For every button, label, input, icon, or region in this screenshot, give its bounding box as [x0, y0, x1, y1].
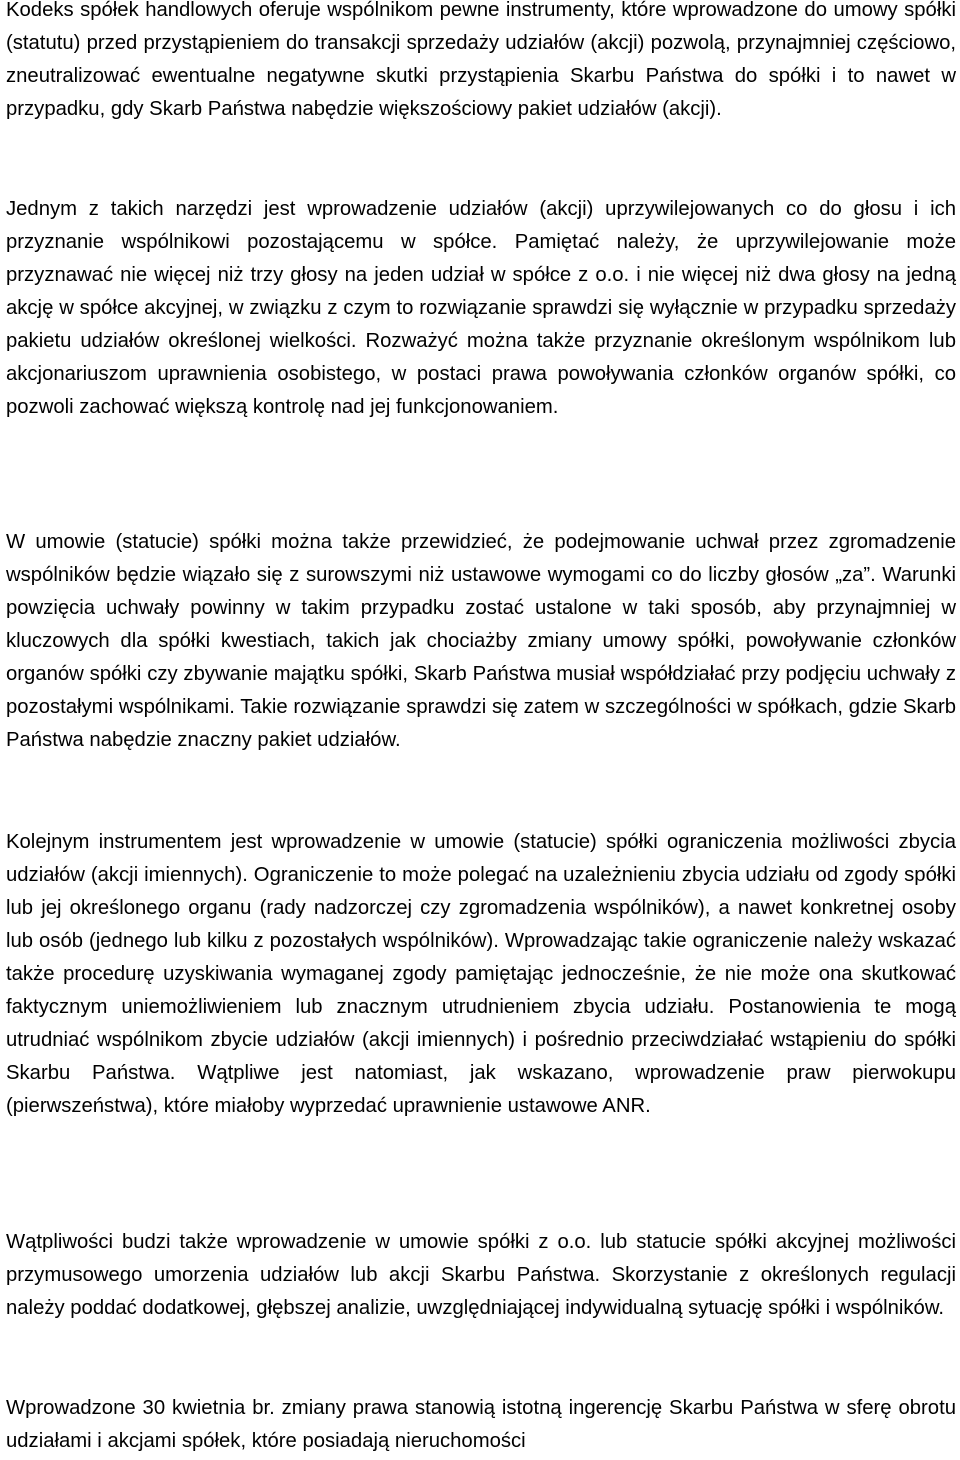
paragraph-1: Kodeks spółek handlowych oferuje wspólnikom pewne instrumenty, które wprowadzone do umowy spółki (statutu) przed przystąpieniem do transakcji sprzedaży udziałów (akcji) pozwolą, przynajmniej częściowo, zneutralizować ewentualne negatywne skutki przystąpienia Skarbu Państwa do spółki i to nawet w przypadku, gdy Skarb Państwa nabędzie większościowy pakiet udziałów (akcji).: [6, 0, 956, 120]
paragraph-6: Wprowadzone 30 kwietnia br. zmiany prawa stanowią istotną ingerencję Skarbu Państwa w sferę obrotu udziałami i akcjami spółek, które posiadają nieruchomości: [6, 1397, 956, 1452]
paragraph-3: W umowie (statucie) spółki można także przewidzieć, że podejmowanie uchwał przez zgromadzenie wspólników będzie wiązało się z surowszymi niż ustawowe wymogami co do liczby głosów „za”. Warunki powzięcia uchwały powinny w takim przypadku zostać ustalone w taki sposób, aby przynajmniej w kluczowych dla spółki kwestiach, takich jak chociażby zmiany umowy spółki, powoływanie członków organów spółki czy zbywanie majątku spółki, Skarb Państwa musiał współdziałać przy podjęciu uchwały z pozostałymi wspólnikami. Takie rozwiązanie sprawdzi się zatem w szczególności w spółkach, gdzie Skarb Państwa nabędzie znaczny pakiet udziałów.: [6, 531, 956, 751]
paragraph-4: Kolejnym instrumentem jest wprowadzenie w umowie (statucie) spółki ograniczenia możliwości zbycia udziałów (akcji imiennych). Ograniczenie to może polegać na uzależnieniu zbycia udziału od zgody spółki lub jej określonego organu (rady nadzorczej czy zgromadzenia wspólników), a nawet konkretnej osoby lub osób (jednego lub kilku z pozostałych wspólników). Wprowadzając takie ograniczenie należy wskazać także procedurę uzyskiwania wymaganej zgody pamiętając jednocześnie, że nie może ona skutkować faktycznym uniemożliwieniem lub znacznym utrudnieniem zbycia udziału. Postanowienia te mogą utrudniać wspólnikom zbycie udziałów (akcji imiennych) i pośrednio przeciwdziałać wstąpieniu do spółki Skarbu Państwa. Wątpliwe jest natomiast, jak wskazano, wprowadzenie praw pierwokupu (pierwszeństwa), które miałoby wyprzedać uprawnienie ustawowe ANR.: [6, 831, 956, 1117]
paragraph-2: Jednym z takich narzędzi jest wprowadzenie udziałów (akcji) uprzywilejowanych co do głosu i ich przyznanie wspólnikowi pozostającemu w spółce. Pamiętać należy, że uprzywilejowanie może przyznawać nie więcej niż trzy głosy na jeden udział w spółce z o.o. i nie więcej niż dwa głosy na jedną akcję w spółce akcyjnej, w związku z czym to rozwiązanie sprawdzi się wyłącznie w przypadku sprzedaży pakietu udziałów określonej wielkości. Rozważyć można także przyznanie określonym wspólnikom lub akcjonariuszom uprawnienia osobistego, w postaci prawa powoływania członków organów spółki, co pozwoli zachować większą kontrolę nad jej funkcjonowaniem.: [6, 198, 956, 418]
paragraph-5: Wątpliwości budzi także wprowadzenie w umowie spółki z o.o. lub statucie spółki akcyjnej możliwości przymusowego umorzenia udziałów lub akcji Skarbu Państwa. Skorzystanie z określonych regulacji należy poddać dodatkowej, głębszej analizie, uwzględniającej indywidualną sytuację spółki i wspólników.: [6, 1231, 956, 1319]
